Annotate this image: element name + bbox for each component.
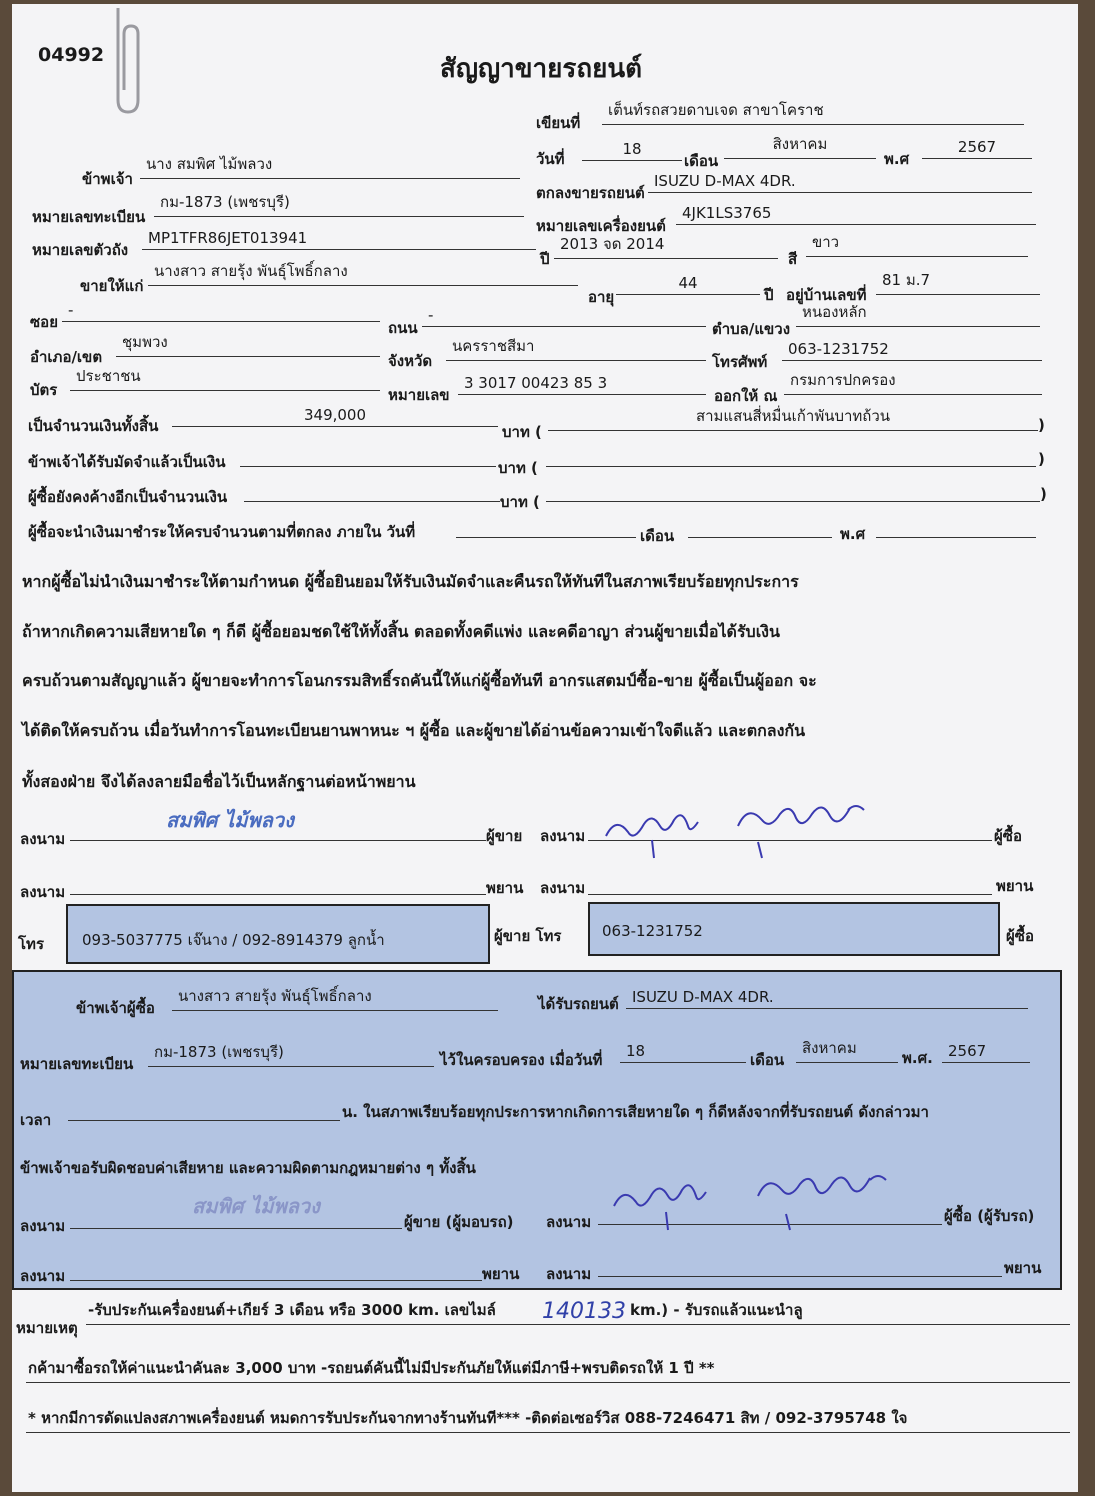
card-no-field: 3 3017 00423 85 3 (458, 374, 706, 395)
deposit-words-field (546, 446, 1036, 467)
province-field: นครราชสีมา (446, 340, 706, 361)
receipt-seller-role: ผู้ขาย (ผู้มอบรถ) (404, 1213, 514, 1231)
total-words-field: สามแสนสี่หมื่นเก้าพันบาทถ้วน (548, 410, 1038, 431)
written-at-field: เต็นท์รถสวยดาบเจด สาขาโคราช (602, 104, 1024, 125)
remaining-field (244, 481, 500, 502)
receipt-witness2-field (598, 1256, 1002, 1277)
deposit-field (240, 446, 496, 467)
road-field: - (422, 306, 706, 327)
notes-line-3: * หากมีการดัดแปลงสภาพเครื่องยนต์ หมดการรับประกันจากทางร้านทันที*** -ติดต่อเซอร์วิส 088-7246471 สิท / 092-3795748 ใจ (26, 1412, 1070, 1433)
terms-line-3: ครบถ้วนตามสัญญาแล้ว ผู้ขายจะทำการโอนกรรมสิทธิ์รถคันนี้ให้แก่ผู้ซื้อทันที อากรแสตมป์ซื้อ-ขาย ผู้ซื้อเป็นผู้ออก จะ (22, 671, 817, 690)
receipt-plate-field: กม-1873 (เพชรบุรี) (148, 1046, 434, 1067)
house-no-label: อยู่บ้านเลขที่ (786, 286, 867, 304)
deposit-close: ) (1038, 450, 1045, 468)
engine-field: 4JK1LS3765 (676, 204, 1036, 225)
receipt-buyer-role: ผู้ซื้อ (ผู้รับรถ) (944, 1207, 1035, 1225)
receipt-month-field: สิงหาคม (796, 1042, 898, 1063)
receipt-time-label: เวลา (20, 1111, 52, 1129)
receipt-seller-stamp: สมพิศ ไม้พลวง (192, 1194, 320, 1218)
card-label: บัตร (30, 381, 58, 399)
terms-line-5: ทั้งสองฝ่าย จึงได้ลงลายมือชื่อไว้เป็นหลักฐานต่อหน้าพยาน (22, 772, 416, 791)
witness1-sign-field (70, 874, 486, 895)
seller-phone-label: ผู้ขาย โทร (494, 927, 562, 945)
soi-label: ซอย (30, 313, 58, 331)
receipt-witness1-field (70, 1260, 482, 1281)
page-title: สัญญาขายรถยนต์ (440, 54, 642, 84)
plate-field: กม-1873 (เพชรบุรี) (154, 196, 524, 217)
receipt-year-field: 2567 (942, 1042, 1030, 1063)
soi-field: - (62, 301, 380, 322)
vehicle-receipt-box (12, 970, 1062, 1290)
receipt-buyer-label: ข้าพเจ้าผู้ซื้อ (76, 999, 155, 1017)
terms-line-1: หากผู้ซื้อไม่นำเงินมาชำระให้ตามกำหนด ผู้ซื้อยินยอมให้รับเงินมัดจำและคืนรถให้ทันทีในสภาพเรียบร้อยทุกประการ (22, 572, 799, 591)
receipt-witness2-role: พยาน (1004, 1259, 1042, 1277)
remaining-words-field (546, 481, 1040, 502)
terms-line-2: ถ้าหากเกิดความเสียหายใด ๆ ก็ดี ผู้ซื้อยอมชดใช้ให้ทั้งสิ้น ตลอดทั้งคดีแพ่ง และคดีอาญา ส่วนผู้ขายเมื่อได้รับเงิน (22, 622, 780, 641)
deposit-label: ข้าพเจ้าได้รับมัดจำแล้วเป็นเงิน (28, 453, 226, 471)
buyer-phone: 063-1231752 (602, 922, 703, 940)
month-field: สิงหาคม (724, 138, 876, 159)
phone-field: 063-1231752 (782, 340, 1042, 361)
receipt-car-field: ISUZU D-MAX 4DR. (626, 988, 1028, 1009)
remaining-close: ) (1040, 485, 1047, 503)
model-year-label: ปี (540, 250, 550, 268)
phone-row-label: โทร (18, 935, 45, 953)
date-label: วันที่ (536, 150, 565, 168)
seller-name-stamp: สมพิศ ไม้พลวง (166, 808, 294, 832)
written-at-label: เขียนที่ (536, 114, 581, 132)
witness2-role-label: พยาน (996, 877, 1034, 895)
sell-to-label: ขายให้แก่ (80, 277, 144, 295)
witness2-sign-field (588, 874, 992, 895)
receipt-time-suffix: น. ในสภาพเรียบร้อยทุกประการหากเกิดการเสียหายใด ๆ ก็ดีหลังจากที่รับรถยนต์ ดังกล่าวมา (342, 1103, 929, 1121)
year-label: พ.ศ (884, 150, 910, 168)
mileage-handwritten: 140133 (542, 1299, 626, 1324)
notes-label: หมายเหตุ (16, 1319, 78, 1337)
due-month-label: เดือน (640, 527, 675, 545)
engine-label: หมายเลขเครื่องยนต์ (536, 217, 666, 235)
chassis-label: หมายเลขตัวถัง (32, 241, 129, 259)
due-date-label: ผู้ซื้อจะนำเงินมาชำระให้ครบจำนวนตามที่ตกลง ภายใน วันที่ (28, 523, 416, 541)
seller-sign-label: ลงนาม (20, 830, 66, 848)
age-field: 44 (616, 274, 760, 295)
buyer-role-label: ผู้ซื้อ (994, 827, 1022, 845)
receipt-liability: ข้าพเจ้าขอรับผิดชอบค่าเสียหาย และความผิดตามกฎหมายต่าง ๆ ทั้งสิ้น (20, 1159, 476, 1177)
district-field: ชุมพวง (116, 336, 380, 357)
phone-label: โทรศัพท์ (712, 353, 768, 371)
receipt-witness1-label: ลงนาม (20, 1267, 66, 1285)
model-year-field: 2013 จด 2014 (554, 238, 778, 259)
year-field: 2567 (922, 138, 1032, 159)
road-label: ถนน (388, 319, 418, 337)
seller-phone: 093-5037775 เจ๊นาง / 092-8914379 ลูกน้ำ (82, 931, 385, 949)
due-year-label: พ.ศ (840, 525, 866, 543)
due-month-field (688, 517, 832, 538)
day-field: 18 (582, 140, 682, 161)
notes-line-2: กค้ามาซื้อรถให้ค่าแนะนำคันละ 3,000 บาท -รถยนต์คันนี้ไม่มีประกันภัยให้แต่มีภาษี+พรบติดรถให้ 1 ปี ** (26, 1362, 1070, 1383)
seller-phone-box (66, 904, 490, 964)
receipt-seller-sign-label: ลงนาม (20, 1217, 66, 1235)
color-label: สี (788, 250, 798, 268)
chassis-field: MP1TFR86JET013941 (142, 229, 536, 250)
receipt-buyer-signature (608, 1166, 928, 1242)
card-no-label: หมายเลข (388, 386, 450, 404)
paperclip-icon (110, 4, 146, 116)
buyer-phone-box (588, 902, 1000, 956)
receipt-plate-label: หมายเลขทะเบียน (20, 1055, 134, 1073)
receipt-year-label: พ.ศ. (902, 1049, 933, 1067)
month-label: เดือน (684, 152, 719, 170)
total-label: เป็นจำนวนเงินทั้งสิ้น (28, 417, 159, 435)
receipt-day-field: 18 (620, 1042, 746, 1063)
receipt-buyer-field: นางสาว สายรุ้ง พันธุ์โพธิ์กลาง (172, 990, 498, 1011)
contract-page (12, 4, 1078, 1492)
province-label: จังหวัด (388, 352, 433, 370)
seller-role-label: ผู้ขาย (486, 827, 523, 845)
receipt-received-label: ได้รับรถยนต์ (538, 995, 619, 1013)
subdistrict-label: ตำบล/แขวง (712, 320, 791, 338)
total-close: ) (1038, 416, 1045, 434)
seller-label: ข้าพเจ้า (82, 170, 133, 188)
deposit-baht-label: บาท ( (498, 459, 538, 477)
receipt-month-label: เดือน (750, 1051, 785, 1069)
color-field: ขาว (806, 236, 1028, 257)
witness1-role-label: พยาน (486, 879, 524, 897)
buyer-phone-role-label: ผู้ซื้อ (1006, 927, 1034, 945)
receipt-witness1-role: พยาน (482, 1265, 520, 1283)
plate-label: หมายเลขทะเบียน (32, 208, 146, 226)
total-field: 349,000 (172, 406, 498, 427)
due-day-field (456, 517, 636, 538)
age-label: อายุ (588, 288, 615, 306)
receipt-time-field (68, 1100, 340, 1121)
seller-name-field: นาง สมพิศ ไม้พลวง (140, 158, 520, 179)
due-year-field (876, 517, 1036, 538)
car-model-field: ISUZU D-MAX 4DR. (648, 172, 1032, 193)
notes-line-1: -รับประกันเครื่องยนต์+เกียร์ 3 เดือน หรือ 3000 km. เลขไมล์ 140133 km.) - รับรถแล้วแนะนำลู (86, 1304, 1070, 1325)
issued-by-field: กรมการปกครอง (784, 374, 1042, 395)
buyer-sign-label: ลงนาม (540, 827, 586, 845)
document-number: 04992 (38, 44, 105, 66)
receipt-possession-label: ไว้ในครอบครอง เมื่อวันที่ (440, 1051, 603, 1069)
terms-line-4: ได้ติดให้ครบถ้วน เมื่อวันทำการโอนทะเบียนยานพาหนะ ฯ ผู้ซื้อ และผู้ขายได้อ่านข้อความเข้าใจดีแล้ว และตกลงกัน (22, 721, 806, 740)
agree-sell-label: ตกลงขายรถยนต์ (536, 184, 645, 202)
issued-by-label: ออกให้ ณ (714, 387, 778, 405)
buyer-name-field: นางสาว สายรุ้ง พันธุ์โพธิ์กลาง (148, 265, 578, 286)
witness1-sign-label: ลงนาม (20, 883, 66, 901)
receipt-buyer-sign-label: ลงนาม (546, 1213, 592, 1231)
receipt-witness2-label: ลงนาม (546, 1265, 592, 1283)
district-label: อำเภอ/เขต (30, 348, 103, 366)
total-baht-label: บาท ( (502, 423, 542, 441)
card-type-field: ประชาชน (70, 370, 380, 391)
witness2-sign-label: ลงนาม (540, 879, 586, 897)
remaining-label: ผู้ซื้อยังคงค้างอีกเป็นจำนวนเงิน (28, 488, 228, 506)
remaining-baht-label: บาท ( (500, 493, 540, 511)
subdistrict-field: หนองหลัก (796, 306, 1040, 327)
age-unit: ปี (764, 286, 774, 304)
buyer-signature (598, 796, 898, 866)
house-no-field: 81 ม.7 (876, 274, 1040, 295)
